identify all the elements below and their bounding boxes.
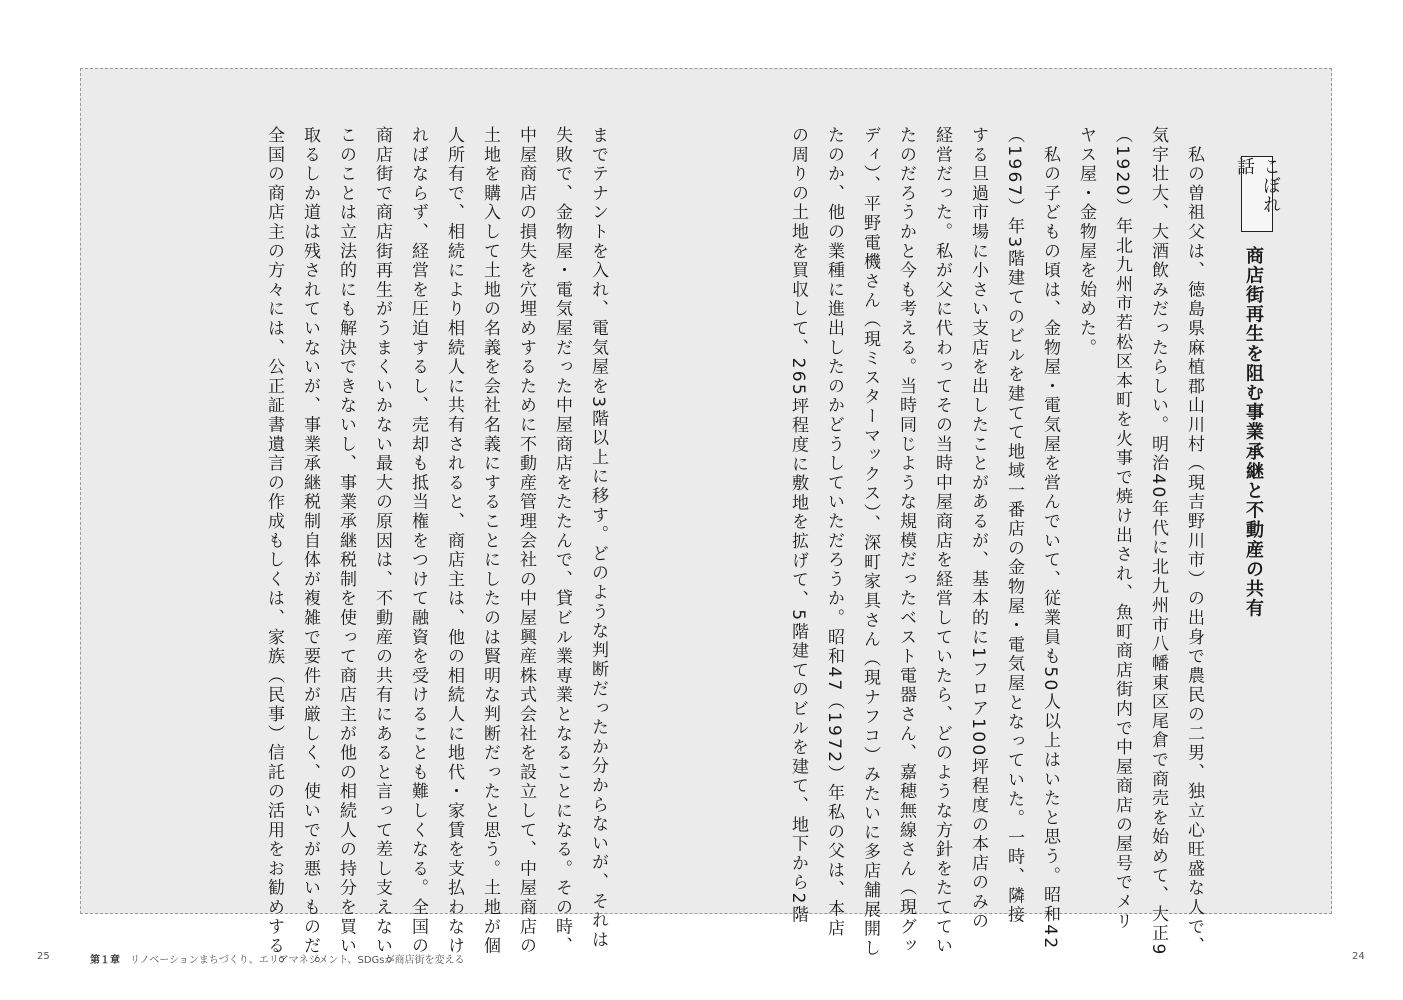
column-badge-label: こぼれ話 (1234, 157, 1281, 214)
body-line: 取るしか道は残されていないが、事業承継税制自体が複雑で要件が厳しく、使いでが悪いものだ。 (300, 126, 320, 976)
chapter-title: リノベーションまちづくり、エリアマネジメント、SDGsが商店街を変える (130, 955, 465, 966)
body-line: 人所有で、相続により相続人に共有されると、商店主は、他の相続人に地代・家賃を支払わなけ (444, 126, 464, 956)
body-line: たのか、他の業種に進出したのかどうしていただろうか。昭和47（1972）年私の父は、本店 (824, 126, 844, 939)
body-line: 気宇壮大、大酒飲みだったらしい。明治40年代に北九州市八幡東区尾倉で商売を始めて、大正9 (1148, 126, 1168, 957)
running-footer (90, 951, 465, 966)
body-line: 私の曽祖父は、徳島県麻植郡山川村（現吉野川市）の出身で農民の二男、独立心旺盛な人で、 (1184, 126, 1204, 956)
body-line: 商店街で商店街再生がうまくいかない最大の原因は、不動産の共有にあると言って差し支えない。 (372, 126, 392, 976)
body-line: ヤス屋・金物屋を始めた。 (1076, 126, 1096, 358)
chapter-label: 第１章 (90, 955, 120, 966)
body-line: 全国の商店主の方々には、公正証書遺言の作成もしくは、家族（民事）信託の活用をお勧めする。 (264, 126, 284, 976)
page-number-right: 24 (1352, 951, 1365, 962)
page-number-left: 25 (37, 951, 50, 962)
body-line: 土地を購入して土地の名義を会社名義にすることにしたのは賢明な判断だったと思う。土地が個 (480, 126, 500, 956)
column-title: 商店街再生を阻む事業承継と不動産の共有 (1243, 246, 1264, 619)
body-line: たのだろうかと今も考える。当時同じような規模だったベスト電器さん、嘉穂無線さん（現グッ (896, 126, 916, 956)
body-line: 中屋商店の損失を穴埋めするために不動産管理会社の中屋興産株式会社を設立して、中屋商店の (516, 126, 536, 956)
body-line: 失敗で、金物屋・電気屋だった中屋商店をたたんで、貸ビル業専業となることになる。その時、 (552, 126, 572, 956)
body-line: （1967）年3階建てのビルを建てて地域一番店の金物屋・電気屋となっていた。一時、隣接 (1004, 126, 1024, 925)
body-line: 私の子どもの頃は、金物屋・電気屋を営んでいて、従業員も50人以上はいたと思う。昭和42 (1040, 126, 1060, 951)
body-line: このことは立法的にも解決できないし、事業承継税制を使って商店主が他の相続人の持分を買い (336, 126, 356, 956)
column-badge (1234, 156, 1281, 232)
body-line: ればならず、経営を圧迫するし、売却も抵当権をつけて融資を受けることも難しくなる。全国の (408, 126, 428, 956)
body-line: の周りの土地を買収して、265坪程度に敷地を拡げて、5階建てのビルを建て、地下から2階 (788, 126, 808, 925)
body-line: ディ）、平野電機さん（現ミスターマックス）、深町家具さん（現ナフコ）みたいに多店舗展開し (860, 126, 880, 959)
body-line: 経営だった。私が父に代わってその当時中屋商店を経営していたら、どのような方針をたててい (932, 126, 952, 956)
body-line: までテナントを入れ、電気屋を3階以上に移す。どのような判断だったか分からないが、それは (588, 126, 608, 950)
body-line: （1920）年北九州市若松区本町を火事で焼け出され、魚町商店街内で中屋商店の屋号でメリ (1112, 126, 1132, 932)
body-line: する旦過市場に小さい支店を出したことがあるが、基本的に1フロア100坪程度の本店のみの (968, 126, 988, 932)
